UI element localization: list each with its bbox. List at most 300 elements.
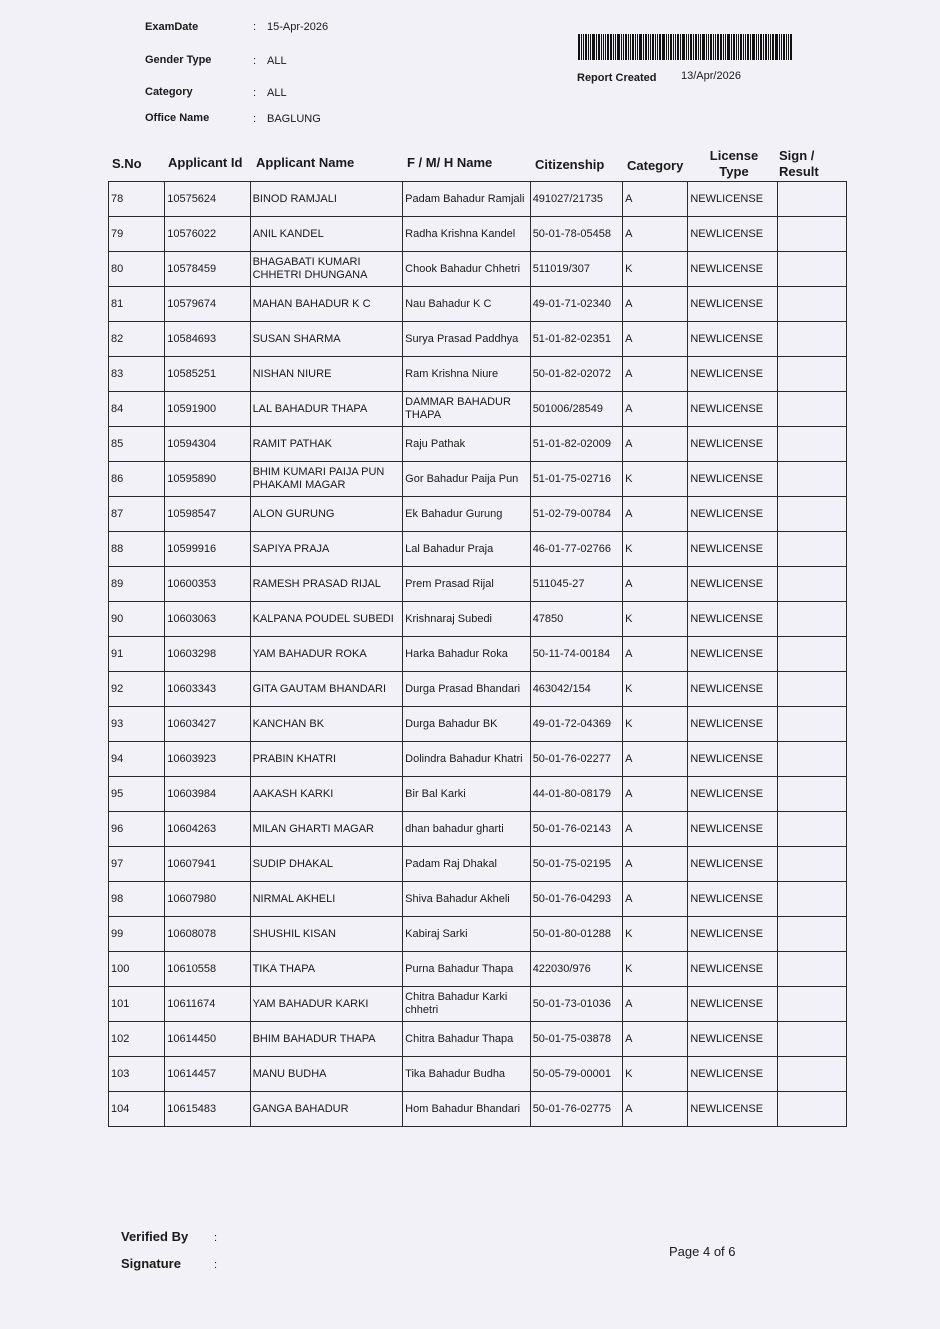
barcode-bar <box>765 34 767 60</box>
barcode-bar <box>648 34 649 60</box>
barcode-bar <box>688 34 689 60</box>
barcode-bar <box>583 34 584 60</box>
barcode-bar <box>715 34 716 60</box>
barcode-bar <box>781 34 782 60</box>
cell-applicant-id: 10608078 <box>165 917 250 952</box>
barcode-bar <box>675 34 676 60</box>
cell-license-type: NEWLICENSE <box>688 707 777 742</box>
cell-sno: 80 <box>109 252 165 287</box>
cell-citizenship: 50-01-80-01288 <box>530 917 622 952</box>
barcode-bar <box>698 34 699 60</box>
signature-label: Signature <box>121 1256 181 1271</box>
cell-applicant-id: 10603923 <box>165 742 250 777</box>
cell-license-type: NEWLICENSE <box>688 917 777 952</box>
cell-applicant-name: YAM BAHADUR ROKA <box>250 637 403 672</box>
cell-category: A <box>623 182 688 217</box>
barcode-bar <box>652 34 654 60</box>
cell-citizenship: 50-11-74-00184 <box>530 637 622 672</box>
table-row <box>109 602 847 637</box>
cell-license-type: NEWLICENSE <box>688 182 777 217</box>
cell-applicant-id: 10615483 <box>165 1092 250 1127</box>
barcode-bar <box>607 34 609 60</box>
cell-sno: 81 <box>109 287 165 322</box>
cell-citizenship: 50-01-75-03878 <box>530 1022 622 1057</box>
barcode-bar <box>695 34 697 60</box>
cell-citizenship: 50-01-76-04293 <box>530 882 622 917</box>
cell-fmh-name: Durga Prasad Bhandari <box>403 672 531 707</box>
table-row <box>109 567 847 602</box>
cell-category: A <box>623 1092 688 1127</box>
cell-applicant-name: KALPANA POUDEL SUBEDI <box>250 602 403 637</box>
cell-category: A <box>623 217 688 252</box>
barcode-bar <box>727 34 730 60</box>
cell-sno: 101 <box>109 987 165 1022</box>
cell-applicant-name: BINOD RAMJALI <box>250 182 403 217</box>
table-row <box>109 952 847 987</box>
cell-sign-result <box>777 952 846 987</box>
table-row <box>109 252 847 287</box>
barcode-bar <box>662 34 665 60</box>
cell-sno: 93 <box>109 707 165 742</box>
cell-citizenship: 44-01-80-08179 <box>530 777 622 812</box>
page-number: Page 4 of 6 <box>669 1244 736 1259</box>
cell-applicant-id: 10575624 <box>165 182 250 217</box>
barcode-bar <box>693 34 694 60</box>
report-created-value: 13/Apr/2026 <box>681 70 741 82</box>
cell-category: K <box>623 952 688 987</box>
cell-sign-result <box>777 707 846 742</box>
cell-fmh-name: Surya Prasad Paddhya <box>403 322 531 357</box>
table-row <box>109 462 847 497</box>
cell-applicant-name: BHAGABATI KUMARI CHHETRI DHUNGANA <box>250 252 403 287</box>
cell-sno: 102 <box>109 1022 165 1057</box>
cell-sign-result <box>777 847 846 882</box>
cell-applicant-id: 10604263 <box>165 812 250 847</box>
cell-category: A <box>623 357 688 392</box>
cell-license-type: NEWLICENSE <box>688 392 777 427</box>
barcode-bar <box>673 34 674 60</box>
cell-applicant-id: 10603984 <box>165 777 250 812</box>
cell-applicant-id: 10614450 <box>165 1022 250 1057</box>
cell-sign-result <box>777 462 846 497</box>
cell-applicant-name: RAMIT PATHAK <box>250 427 403 462</box>
barcode-bar <box>677 34 679 60</box>
cell-fmh-name: Dolindra Bahadur Khatri <box>403 742 531 777</box>
barcode-icon <box>578 34 816 60</box>
cell-category: K <box>623 462 688 497</box>
cell-applicant-name: KANCHAN BK <box>250 707 403 742</box>
cell-category: K <box>623 707 688 742</box>
cell-applicant-id: 10576022 <box>165 217 250 252</box>
cell-applicant-id: 10603063 <box>165 602 250 637</box>
cell-sign-result <box>777 217 846 252</box>
barcode-bar <box>655 34 656 60</box>
cell-applicant-id: 10607941 <box>165 847 250 882</box>
barcode-bar <box>779 34 780 60</box>
barcode-bar <box>745 34 746 60</box>
cell-sign-result <box>777 987 846 1022</box>
separator: : <box>253 55 257 67</box>
cell-sign-result <box>777 1092 846 1127</box>
barcode-bar <box>756 34 757 60</box>
cell-category: A <box>623 637 688 672</box>
barcode-bar <box>690 34 692 60</box>
cell-applicant-name: NIRMAL AKHELI <box>250 882 403 917</box>
cell-sno: 92 <box>109 672 165 707</box>
cell-applicant-name: BHIM BAHADUR THAPA <box>250 1022 403 1057</box>
barcode-bar <box>615 34 616 60</box>
cell-sno: 79 <box>109 217 165 252</box>
cell-fmh-name: Prem Prasad Rijal <box>403 567 531 602</box>
barcode-bar <box>772 34 774 60</box>
barcode-bar <box>708 34 709 60</box>
cell-applicant-name: GANGA BAHADUR <box>250 1092 403 1127</box>
barcode-bar <box>731 34 732 60</box>
cell-applicant-name: SUDIP DHAKAL <box>250 847 403 882</box>
table-row <box>109 497 847 532</box>
cell-citizenship: 463042/154 <box>530 672 622 707</box>
cell-applicant-name: SUSAN SHARMA <box>250 322 403 357</box>
cell-license-type: NEWLICENSE <box>688 427 777 462</box>
barcode-bar <box>713 34 714 60</box>
cell-license-type: NEWLICENSE <box>688 532 777 567</box>
cell-fmh-name: Padam Raj Dhakal <box>403 847 531 882</box>
cell-citizenship: 51-01-82-02009 <box>530 427 622 462</box>
cell-applicant-name: LAL BAHADUR THAPA <box>250 392 403 427</box>
barcode-bar <box>659 34 661 60</box>
cell-sign-result <box>777 252 846 287</box>
cell-license-type: NEWLICENSE <box>688 497 777 532</box>
cell-license-type: NEWLICENSE <box>688 742 777 777</box>
cell-sign-result <box>777 1057 846 1092</box>
cell-sno: 82 <box>109 322 165 357</box>
cell-sno: 85 <box>109 427 165 462</box>
cell-category: A <box>623 322 688 357</box>
cell-citizenship: 49-01-72-04369 <box>530 707 622 742</box>
cell-fmh-name: Lal Bahadur Praja <box>403 532 531 567</box>
cell-sno: 89 <box>109 567 165 602</box>
cell-category: K <box>623 532 688 567</box>
cell-sno: 91 <box>109 637 165 672</box>
cell-applicant-id: 10603427 <box>165 707 250 742</box>
cell-applicant-id: 10607980 <box>165 882 250 917</box>
cell-sno: 88 <box>109 532 165 567</box>
barcode-bar <box>783 34 785 60</box>
barcode-bar <box>613 34 614 60</box>
cell-applicant-id: 10598547 <box>165 497 250 532</box>
column-header-citizenship: Citizenship <box>535 157 605 172</box>
cell-applicant-name: RAMESH PRASAD RIJAL <box>250 567 403 602</box>
barcode-bar <box>625 34 627 60</box>
cell-fmh-name: Ram Krishna Niure <box>403 357 531 392</box>
cell-citizenship: 511045-27 <box>530 567 622 602</box>
cell-applicant-id: 10595890 <box>165 462 250 497</box>
cell-sno: 97 <box>109 847 165 882</box>
cell-fmh-name: Gor Bahadur Paija Pun <box>403 462 531 497</box>
cell-fmh-name: Chitra Bahadur Thapa <box>403 1022 531 1057</box>
table-row <box>109 987 847 1022</box>
cell-sign-result <box>777 532 846 567</box>
barcode-bar <box>650 34 651 60</box>
cell-fmh-name: Harka Bahadur Roka <box>403 637 531 672</box>
cell-license-type: NEWLICENSE <box>688 357 777 392</box>
cell-citizenship: 51-01-75-02716 <box>530 462 622 497</box>
cell-license-type: NEWLICENSE <box>688 1092 777 1127</box>
cell-license-type: NEWLICENSE <box>688 287 777 322</box>
barcode-bar <box>585 34 587 60</box>
cell-applicant-id: 10578459 <box>165 252 250 287</box>
cell-citizenship: 47850 <box>530 602 622 637</box>
barcode-bar <box>710 34 712 60</box>
column-header-license-type: License Type <box>709 148 759 179</box>
cell-license-type: NEWLICENSE <box>688 777 777 812</box>
cell-citizenship: 51-01-82-02351 <box>530 322 622 357</box>
table-row <box>109 707 847 742</box>
cell-citizenship: 511019/307 <box>530 252 622 287</box>
cell-applicant-id: 10585251 <box>165 357 250 392</box>
column-header-category: Category <box>627 158 684 173</box>
separator: : <box>253 87 257 99</box>
cell-applicant-name: MAHAN BAHADUR K C <box>250 287 403 322</box>
table-row <box>109 882 847 917</box>
cell-license-type: NEWLICENSE <box>688 987 777 1022</box>
cell-citizenship: 422030/976 <box>530 952 622 987</box>
cell-license-type: NEWLICENSE <box>688 1057 777 1092</box>
cell-sign-result <box>777 427 846 462</box>
cell-citizenship: 50-05-79-00001 <box>530 1057 622 1092</box>
cell-fmh-name: Padam Bahadur Ramjali <box>403 182 531 217</box>
cell-sno: 103 <box>109 1057 165 1092</box>
barcode-bar <box>680 34 681 60</box>
barcode-bar <box>686 34 687 60</box>
cell-sign-result <box>777 567 846 602</box>
cell-sno: 98 <box>109 882 165 917</box>
cell-sign-result <box>777 917 846 952</box>
table-row <box>109 742 847 777</box>
cell-applicant-name: SHUSHIL KISAN <box>250 917 403 952</box>
cell-category: A <box>623 427 688 462</box>
barcode-bar <box>603 34 604 60</box>
cell-applicant-id: 10600353 <box>165 567 250 602</box>
table-row <box>109 427 847 462</box>
barcode-bar <box>605 34 606 60</box>
barcode-bar <box>738 34 739 60</box>
cell-license-type: NEWLICENSE <box>688 882 777 917</box>
cell-applicant-name: MILAN GHARTI MAGAR <box>250 812 403 847</box>
cell-citizenship: 50-01-76-02775 <box>530 1092 622 1127</box>
cell-sign-result <box>777 882 846 917</box>
cell-applicant-id: 10610558 <box>165 952 250 987</box>
office-name-label: Office Name <box>145 112 210 124</box>
cell-category: A <box>623 882 688 917</box>
cell-category: K <box>623 917 688 952</box>
table-row <box>109 777 847 812</box>
cell-fmh-name: Hom Bahadur Bhandari <box>403 1092 531 1127</box>
cell-applicant-id: 10603298 <box>165 637 250 672</box>
cell-applicant-id: 10584693 <box>165 322 250 357</box>
cell-fmh-name: Nau Bahadur K C <box>403 287 531 322</box>
cell-category: A <box>623 777 688 812</box>
cell-fmh-name: Tika Bahadur Budha <box>403 1057 531 1092</box>
cell-category: K <box>623 672 688 707</box>
barcode-bar <box>750 34 751 60</box>
cell-license-type: NEWLICENSE <box>688 462 777 497</box>
cell-sign-result <box>777 497 846 532</box>
report-created-label: Report Created <box>577 72 657 84</box>
barcode-bar <box>637 34 638 60</box>
barcode-bar <box>628 34 629 60</box>
cell-sno: 90 <box>109 602 165 637</box>
cell-citizenship: 491027/21735 <box>530 182 622 217</box>
barcode-bar <box>788 34 789 60</box>
barcode-bar <box>670 34 672 60</box>
table-row <box>109 182 847 217</box>
cell-applicant-id: 10611674 <box>165 987 250 1022</box>
cell-sign-result <box>777 637 846 672</box>
cell-citizenship: 501006/28549 <box>530 392 622 427</box>
cell-citizenship: 46-01-77-02766 <box>530 532 622 567</box>
gender-type-value: ALL <box>267 55 287 67</box>
cell-applicant-name: AAKASH KARKI <box>250 777 403 812</box>
cell-applicant-id: 10614457 <box>165 1057 250 1092</box>
barcode-bar <box>601 34 602 60</box>
cell-fmh-name: Kabiraj Sarki <box>403 917 531 952</box>
cell-fmh-name: Chook Bahadur Chhetri <box>403 252 531 287</box>
barcode-bar <box>706 34 707 60</box>
cell-sno: 87 <box>109 497 165 532</box>
barcode-bar <box>668 34 669 60</box>
cell-sign-result <box>777 812 846 847</box>
barcode-bar <box>610 34 612 60</box>
barcode-bar <box>760 34 762 60</box>
separator: : <box>214 1232 218 1244</box>
barcode-bar <box>758 34 759 60</box>
cell-license-type: NEWLICENSE <box>688 672 777 707</box>
barcode-bar <box>645 34 647 60</box>
cell-sno: 96 <box>109 812 165 847</box>
cell-sno: 104 <box>109 1092 165 1127</box>
table-row <box>109 532 847 567</box>
cell-license-type: NEWLICENSE <box>688 1022 777 1057</box>
cell-citizenship: 51-02-79-00784 <box>530 497 622 532</box>
separator: : <box>253 113 257 125</box>
barcode-bar <box>682 34 685 60</box>
barcode-bar <box>752 34 755 60</box>
table-row <box>109 287 847 322</box>
cell-applicant-name: YAM BAHADUR KARKI <box>250 987 403 1022</box>
barcode-bar <box>643 34 644 60</box>
cell-fmh-name: Krishnaraj Subedi <box>403 602 531 637</box>
barcode-bar <box>740 34 742 60</box>
cell-license-type: NEWLICENSE <box>688 637 777 672</box>
cell-citizenship: 50-01-76-02277 <box>530 742 622 777</box>
cell-category: A <box>623 1022 688 1057</box>
cell-sno: 84 <box>109 392 165 427</box>
cell-category: A <box>623 497 688 532</box>
barcode-bar <box>763 34 764 60</box>
barcode-bar <box>700 34 701 60</box>
cell-category: A <box>623 287 688 322</box>
barcode-bar <box>588 34 589 60</box>
cell-applicant-name: GITA GAUTAM BHANDARI <box>250 672 403 707</box>
cell-sign-result <box>777 672 846 707</box>
cell-sign-result <box>777 357 846 392</box>
barcode-bar <box>621 34 622 60</box>
cell-category: A <box>623 847 688 882</box>
table-row <box>109 672 847 707</box>
cell-citizenship: 50-01-75-02195 <box>530 847 622 882</box>
barcode-bar <box>790 34 792 60</box>
barcode-bar <box>635 34 636 60</box>
barcode-bar <box>639 34 642 60</box>
cell-sno: 95 <box>109 777 165 812</box>
barcode-bar <box>666 34 667 60</box>
cell-license-type: NEWLICENSE <box>688 567 777 602</box>
cell-fmh-name: Chitra Bahadur Karki chhetri <box>403 987 531 1022</box>
applicant-table <box>108 181 847 1127</box>
gender-type-label: Gender Type <box>145 54 212 66</box>
cell-fmh-name: Bir Bal Karki <box>403 777 531 812</box>
column-header-applicant-name: Applicant Name <box>256 155 355 170</box>
cell-applicant-id: 10603343 <box>165 672 250 707</box>
cell-license-type: NEWLICENSE <box>688 252 777 287</box>
cell-citizenship: 50-01-73-01036 <box>530 987 622 1022</box>
office-name-value: BAGLUNG <box>267 113 321 125</box>
cell-fmh-name: Durga Bahadur BK <box>403 707 531 742</box>
cell-fmh-name: Radha Krishna Kandel <box>403 217 531 252</box>
barcode-bar <box>717 34 719 60</box>
column-header-fmh-name: F / M/ H Name <box>407 155 493 170</box>
cell-sign-result <box>777 742 846 777</box>
cell-sign-result <box>777 1022 846 1057</box>
cell-category: A <box>623 812 688 847</box>
cell-sign-result <box>777 602 846 637</box>
barcode-bar <box>770 34 771 60</box>
table-row <box>109 392 847 427</box>
table-row <box>109 637 847 672</box>
cell-fmh-name: DAMMAR BAHADUR THAPA <box>403 392 531 427</box>
barcode-bar <box>768 34 769 60</box>
cell-fmh-name: Purna Bahadur Thapa <box>403 952 531 987</box>
cell-fmh-name: Raju Pathak <box>403 427 531 462</box>
cell-applicant-name: SAPIYA PRAJA <box>250 532 403 567</box>
table-row <box>109 322 847 357</box>
cell-license-type: NEWLICENSE <box>688 812 777 847</box>
cell-license-type: NEWLICENSE <box>688 322 777 357</box>
cell-sign-result <box>777 182 846 217</box>
category-value: ALL <box>267 87 287 99</box>
cell-fmh-name: dhan bahadur gharti <box>403 812 531 847</box>
cell-sno: 83 <box>109 357 165 392</box>
table-row <box>109 1022 847 1057</box>
cell-applicant-id: 10594304 <box>165 427 250 462</box>
barcode-bar <box>632 34 634 60</box>
cell-citizenship: 50-01-82-02072 <box>530 357 622 392</box>
cell-sno: 99 <box>109 917 165 952</box>
barcode-bar <box>598 34 600 60</box>
table-row <box>109 847 847 882</box>
cell-license-type: NEWLICENSE <box>688 602 777 637</box>
barcode-bar <box>702 34 705 60</box>
barcode-bar <box>733 34 735 60</box>
cell-applicant-name: PRABIN KHATRI <box>250 742 403 777</box>
cell-citizenship: 49-01-71-02340 <box>530 287 622 322</box>
cell-sign-result <box>777 287 846 322</box>
cell-citizenship: 50-01-78-05458 <box>530 217 622 252</box>
cell-sign-result <box>777 392 846 427</box>
barcode-bar <box>623 34 624 60</box>
cell-applicant-name: NISHAN NIURE <box>250 357 403 392</box>
